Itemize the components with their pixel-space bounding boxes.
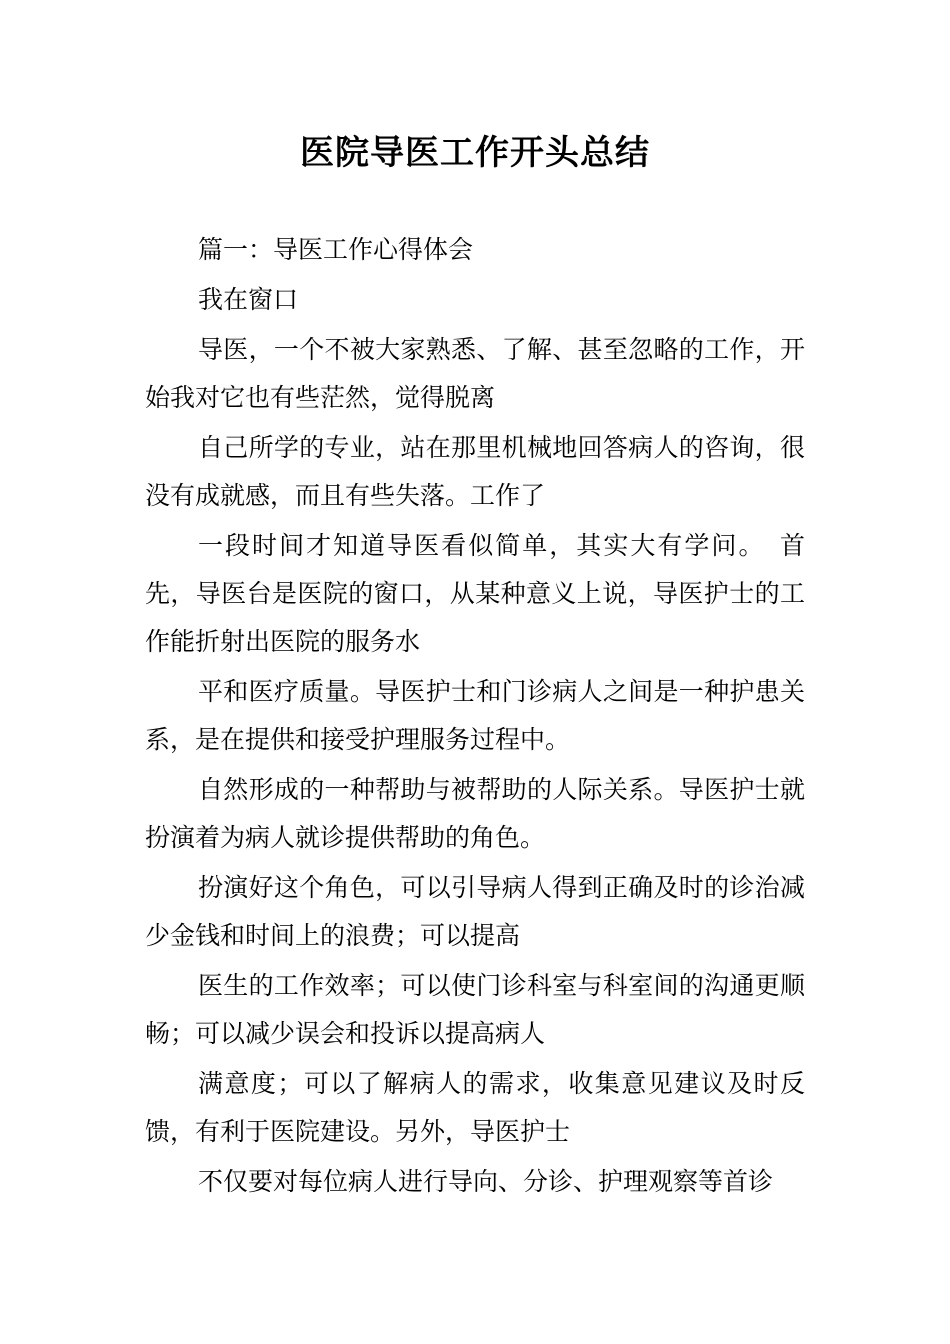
paragraph-6: 平和医疗质量。导医护士和门诊病人之间是一种护患关系，是在提供和接受护理服务过程中。 [145, 677, 805, 754]
document-body [145, 226, 805, 1208]
paragraph-9: 医生的工作效率；可以使门诊科室与科室间的沟通更顺畅；可以减少误会和投诉以提高病人 [145, 971, 805, 1048]
paragraph-8: 扮演好这个角色，可以引导病人得到正确及时的诊治减少金钱和时间上的浪费；可以提高 [145, 873, 805, 950]
document-title: 医院导医工作开头总结 [300, 133, 650, 173]
paragraph-11: 不仅要对每位病人进行导向、分诊、护理观察等首诊 [198, 1167, 774, 1196]
paragraph-10: 满意度；可以了解病人的需求，收集意见建议及时反馈，有利于医院建设。另外，导医护士 [145, 1069, 805, 1146]
paragraph-5: 一段时间才知道导医看似简单，其实大有学问。 首先，导医台是医院的窗口，从某种意义上说，导医护士的工作能折射出医院的服务水 [145, 531, 805, 656]
paragraph-4: 自己所学的专业，站在那里机械地回答病人的咨询，很没有成就感，而且有些失落。工作了 [145, 433, 805, 510]
paragraph-1: 篇一：导医工作心得体会 [198, 235, 474, 264]
paragraph-7: 自然形成的一种帮助与被帮助的人际关系。导医护士就扮演着为病人就诊提供帮助的角色。 [145, 775, 805, 852]
paragraph-2: 我在窗口 [198, 285, 299, 314]
paragraph-3: 导医，一个不被大家熟悉、了解、甚至忽略的工作，开始我对它也有些茫然，觉得脱离 [145, 335, 805, 412]
